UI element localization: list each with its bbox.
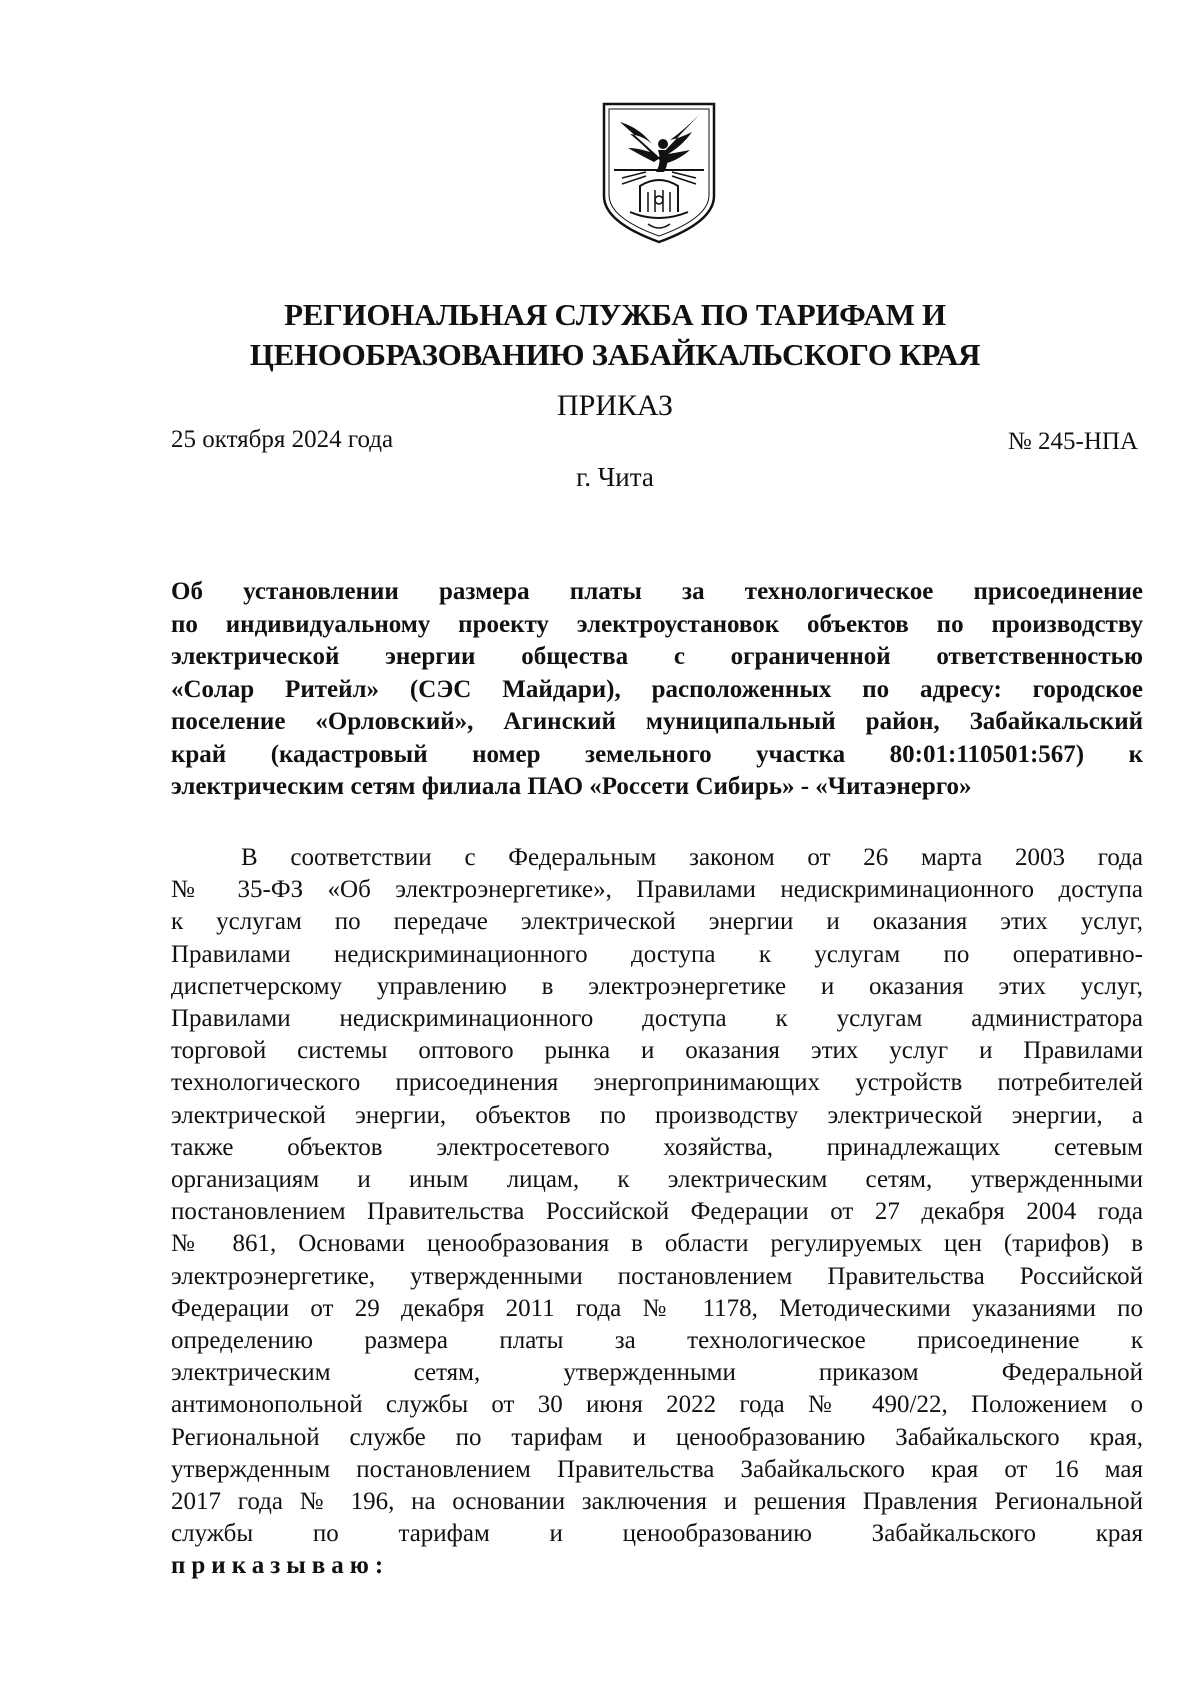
- subject-line: по индивидуальному проекту электроустановок объектов по производству: [171, 610, 1143, 638]
- subject-line: поселение «Орловский», Агинский муниципальный район, Забайкальский: [171, 708, 1143, 735]
- body-line: постановлением Правительства Российской Федерации от 27 декабря 2004 года: [171, 1198, 1143, 1226]
- subject-line: электрическим сетям филиала ПАО «Россети Сибирь» - «Читаэнерго»: [171, 773, 972, 800]
- body-line: антимонопольной службы от 30 июня 2022 года № 490/22, Положением о: [171, 1391, 1143, 1419]
- subject-line: «Солар Ритейл» (СЭС Майдари), расположенных по адресу: городское: [171, 675, 1143, 703]
- subject-line: Об установлении размера платы за технологическое присоединение: [171, 578, 1143, 605]
- body-line: также объектов электросетевого хозяйства, принадлежащих сетевым: [171, 1133, 1143, 1161]
- body-line: Региональной службе по тарифам и ценообразованию Забайкальского края,: [171, 1423, 1143, 1451]
- document-body: [171, 842, 1143, 1583]
- body-line: 2017 года № 196, на основании заключения и решения Правления Региональной: [171, 1488, 1143, 1516]
- document-type: ПРИКАЗ: [557, 389, 673, 422]
- body-line: службы по тарифам и ценообразованию Забайкальского края: [171, 1520, 1143, 1548]
- agency-name-line-1: РЕГИОНАЛЬНАЯ СЛУЖБА ПО ТАРИФАМ И: [284, 297, 946, 332]
- document-number: № 245-НПА: [1007, 428, 1138, 455]
- document-city: г. Чита: [576, 462, 654, 492]
- body-line: утвержденным постановлением Правительства Забайкальского края от 16 мая: [171, 1455, 1143, 1483]
- body-line: электроэнергетике, утвержденными постановлением Правительства Российской: [171, 1262, 1143, 1290]
- body-line: Федерации от 29 декабря 2011 года № 1178, Методическими указаниями по: [171, 1294, 1143, 1322]
- document-date: 25 октября 2024 года: [171, 426, 394, 453]
- body-line: В соответствии с Федеральным законом от 26 марта 2003 года: [241, 844, 1143, 871]
- coat-of-arms-emblem: [600, 100, 718, 246]
- body-line: Правилами недискриминационного доступа к услугам администратора: [171, 1005, 1143, 1033]
- body-line: диспетчерскому управлению в электроэнергетике и оказания этих услуг,: [171, 972, 1143, 1000]
- agency-name-line-2: ЦЕНООБРАЗОВАНИЮ ЗАБАЙКАЛЬСКОГО КРАЯ: [249, 337, 981, 372]
- body-line: технологического присоединения энергопринимающих устройств потребителей: [171, 1069, 1143, 1097]
- agency-name: [150, 295, 1080, 375]
- command-word: приказываю:: [171, 1552, 390, 1580]
- subject-line: электрической энергии общества с ограниченной ответственностью: [171, 643, 1143, 670]
- document-subject: [171, 576, 1143, 804]
- body-line: к услугам по передаче электрической энергии и оказания этих услуг,: [171, 908, 1143, 936]
- body-line: № 35-ФЗ «Об электроэнергетике», Правилами недискриминационного доступа: [171, 876, 1143, 904]
- body-line: № 861, Основами ценообразования в области регулируемых цен (тарифов) в: [171, 1230, 1143, 1258]
- body-line: определению размера платы за технологическое присоединение к: [171, 1327, 1143, 1355]
- body-line: электрической энергии, объектов по производству электрической энергии, а: [171, 1101, 1143, 1129]
- body-line: организациям и иным лицам, к электрическим сетям, утвержденными: [171, 1166, 1143, 1194]
- subject-line: край (кадастровый номер земельного участка 80:01:110501:567) к: [171, 740, 1143, 768]
- body-line: торговой системы оптового рынка и оказания этих услуг и Правилами: [171, 1037, 1143, 1065]
- body-line: электрическим сетям, утвержденными приказом Федеральной: [171, 1359, 1143, 1387]
- body-line: Правилами недискриминационного доступа к услугам по оперативно-: [171, 940, 1143, 968]
